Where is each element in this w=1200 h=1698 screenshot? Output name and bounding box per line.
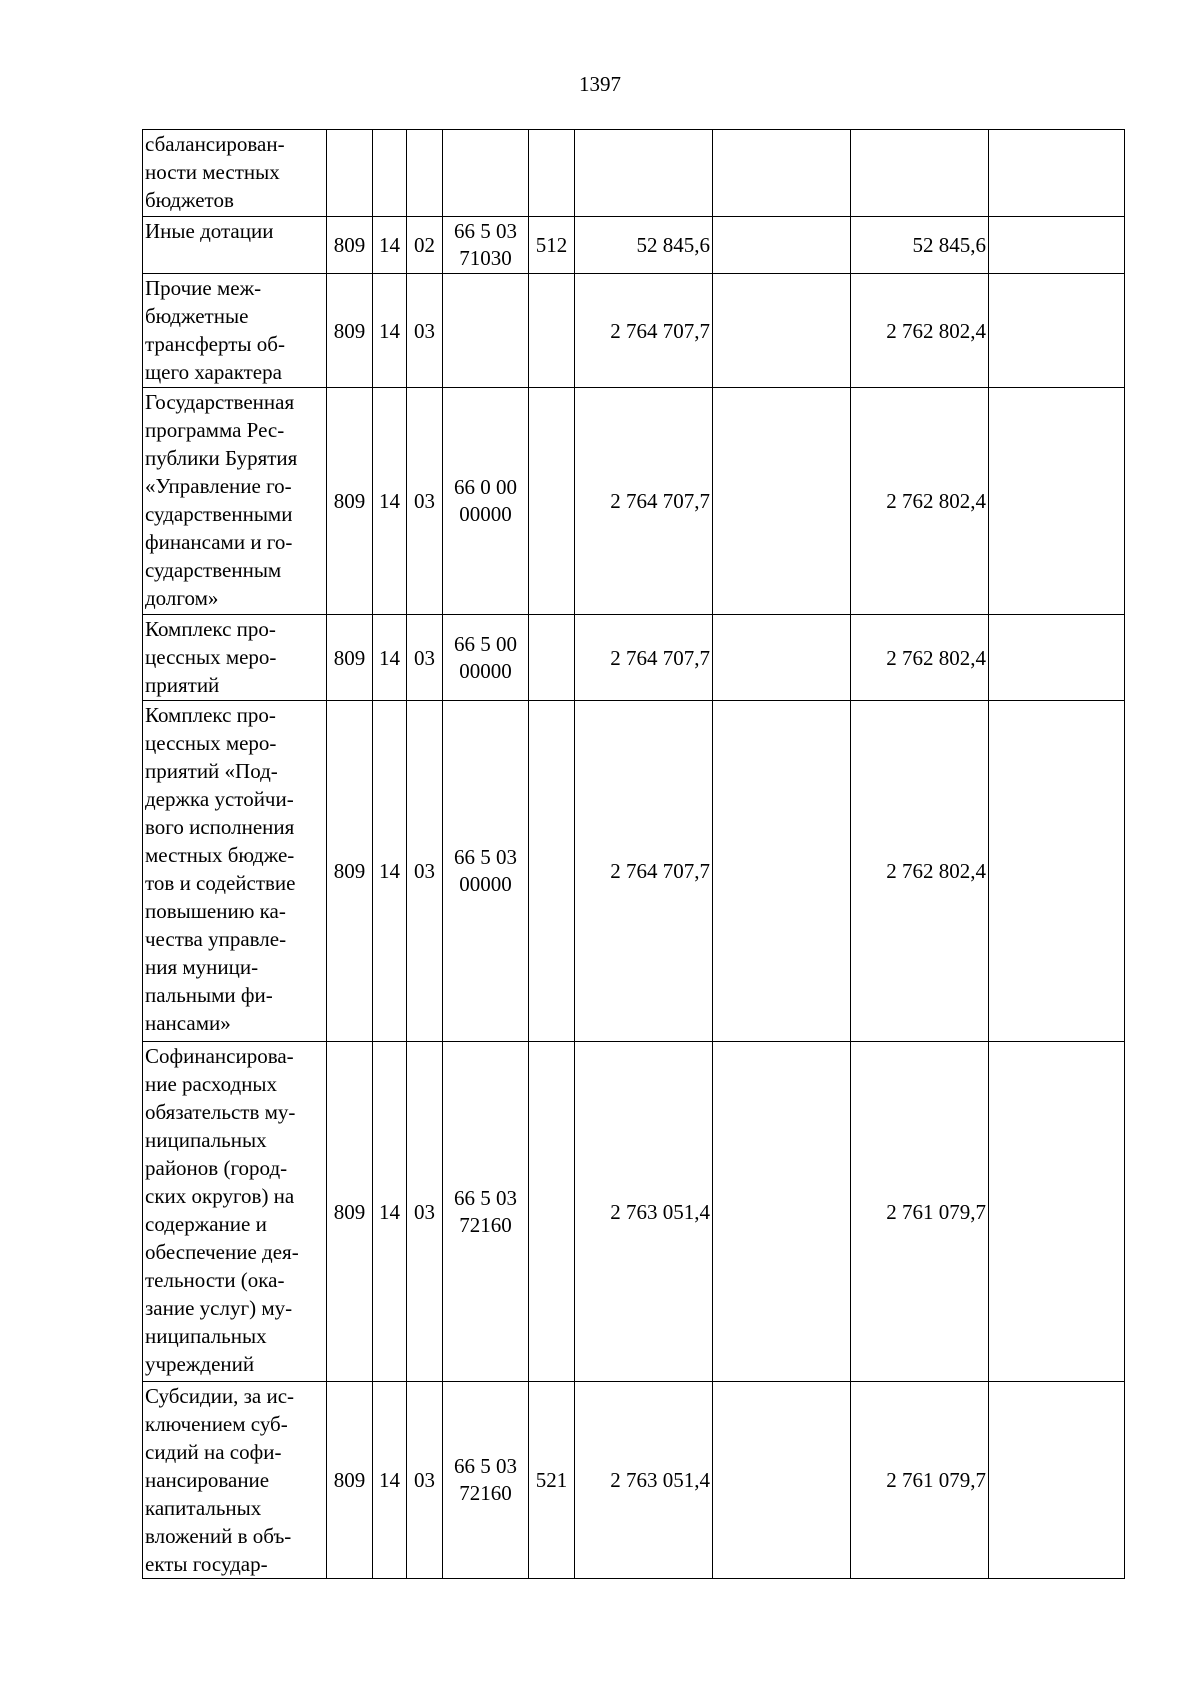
- admin-code-cell: 809: [327, 1382, 373, 1579]
- target-article-cell: [443, 274, 529, 388]
- amount-2-cell: [713, 130, 851, 217]
- table-body: [143, 130, 1125, 1579]
- target-article-cell: 66 5 03 71030: [443, 217, 529, 274]
- amount-3-cell: 2 761 079,7: [851, 1042, 989, 1382]
- amount-4-cell: [989, 615, 1125, 701]
- subsection-cell: 03: [407, 701, 443, 1042]
- amount-1-cell: 2 763 051,4: [575, 1382, 713, 1579]
- target-article-cell: 66 0 00 00000: [443, 388, 529, 615]
- row-description: Государственная программа Рес- публики Бурятия «Управление го- сударственными финансами и го- сударственным долгом»: [143, 388, 327, 615]
- expense-type-cell: 521: [529, 1382, 575, 1579]
- amount-2-cell: [713, 274, 851, 388]
- amount-4-cell: [989, 130, 1125, 217]
- table-row: [143, 1042, 1125, 1382]
- amount-2-cell: [713, 1382, 851, 1579]
- section-cell: 14: [373, 274, 407, 388]
- row-description: сбалансирован- ности местных бюджетов: [143, 130, 327, 217]
- amount-1-cell: 2 764 707,7: [575, 388, 713, 615]
- amount-1-cell: 2 764 707,7: [575, 615, 713, 701]
- amount-4-cell: [989, 217, 1125, 274]
- row-description: Комплекс про- цессных меро- приятий: [143, 615, 327, 701]
- amount-4-cell: [989, 388, 1125, 615]
- admin-code-cell: 809: [327, 388, 373, 615]
- target-article-cell: [443, 130, 529, 217]
- amount-4-cell: [989, 1382, 1125, 1579]
- subsection-cell: 03: [407, 1382, 443, 1579]
- budget-table: [142, 129, 1125, 1579]
- expense-type-cell: [529, 615, 575, 701]
- amount-2-cell: [713, 1042, 851, 1382]
- admin-code-cell: 809: [327, 701, 373, 1042]
- expense-type-cell: [529, 1042, 575, 1382]
- amount-4-cell: [989, 274, 1125, 388]
- subsection-cell: 02: [407, 217, 443, 274]
- subsection-cell: 03: [407, 274, 443, 388]
- section-cell: 14: [373, 701, 407, 1042]
- amount-4-cell: [989, 1042, 1125, 1382]
- expense-type-cell: [529, 388, 575, 615]
- target-article-cell: 66 5 00 00000: [443, 615, 529, 701]
- row-description: Софинансирова- ние расходных обязательств му- ниципальных районов (город- ских округов) на содержание и обеспечение дея- тельности (ока- зание услуг) му- ниципальных учреждений: [143, 1042, 327, 1382]
- page-number: 1397: [579, 72, 621, 96]
- expense-type-cell: 512: [529, 217, 575, 274]
- expense-type-cell: [529, 701, 575, 1042]
- amount-1-cell: 2 763 051,4: [575, 1042, 713, 1382]
- amount-3-cell: 2 762 802,4: [851, 701, 989, 1042]
- row-description: Иные дотации: [143, 217, 327, 274]
- amount-3-cell: 2 762 802,4: [851, 615, 989, 701]
- admin-code-cell: 809: [327, 274, 373, 388]
- amount-1-cell: 2 764 707,7: [575, 701, 713, 1042]
- row-description: Субсидии, за ис- ключением суб- сидий на софи- нансирование капитальных вложений в объ- екты государ-: [143, 1382, 327, 1579]
- amount-3-cell: [851, 130, 989, 217]
- amount-3-cell: 2 762 802,4: [851, 274, 989, 388]
- amount-3-cell: 2 761 079,7: [851, 1382, 989, 1579]
- admin-code-cell: 809: [327, 615, 373, 701]
- table-row: [143, 701, 1125, 1042]
- table-row: [143, 1382, 1125, 1579]
- amount-2-cell: [713, 217, 851, 274]
- target-article-cell: 66 5 03 72160: [443, 1382, 529, 1579]
- expense-type-cell: [529, 130, 575, 217]
- subsection-cell: 03: [407, 388, 443, 615]
- amount-1-cell: [575, 130, 713, 217]
- subsection-cell: 03: [407, 1042, 443, 1382]
- target-article-cell: 66 5 03 72160: [443, 1042, 529, 1382]
- amount-1-cell: 2 764 707,7: [575, 274, 713, 388]
- amount-2-cell: [713, 701, 851, 1042]
- amount-1-cell: 52 845,6: [575, 217, 713, 274]
- section-cell: 14: [373, 615, 407, 701]
- section-cell: 14: [373, 1042, 407, 1382]
- admin-code-cell: [327, 130, 373, 217]
- amount-2-cell: [713, 615, 851, 701]
- admin-code-cell: 809: [327, 1042, 373, 1382]
- section-cell: [373, 130, 407, 217]
- section-cell: 14: [373, 217, 407, 274]
- subsection-cell: 03: [407, 615, 443, 701]
- expense-type-cell: [529, 274, 575, 388]
- row-description: Прочие меж- бюджетные трансферты об- щего характера: [143, 274, 327, 388]
- amount-3-cell: 2 762 802,4: [851, 388, 989, 615]
- section-cell: 14: [373, 388, 407, 615]
- subsection-cell: [407, 130, 443, 217]
- target-article-cell: 66 5 03 00000: [443, 701, 529, 1042]
- section-cell: 14: [373, 1382, 407, 1579]
- row-description: Комплекс про- цессных меро- приятий «Под- держка устойчи- вого исполнения местных бюдже- тов и содействие повышению ка- чества управле- ния муници- пальными фи- нансами»: [143, 701, 327, 1042]
- table-row: [143, 274, 1125, 388]
- table-row: [143, 130, 1125, 217]
- table-row: [143, 388, 1125, 615]
- table-row: [143, 615, 1125, 701]
- amount-4-cell: [989, 701, 1125, 1042]
- table-row: [143, 217, 1125, 274]
- amount-2-cell: [713, 388, 851, 615]
- amount-3-cell: 52 845,6: [851, 217, 989, 274]
- admin-code-cell: 809: [327, 217, 373, 274]
